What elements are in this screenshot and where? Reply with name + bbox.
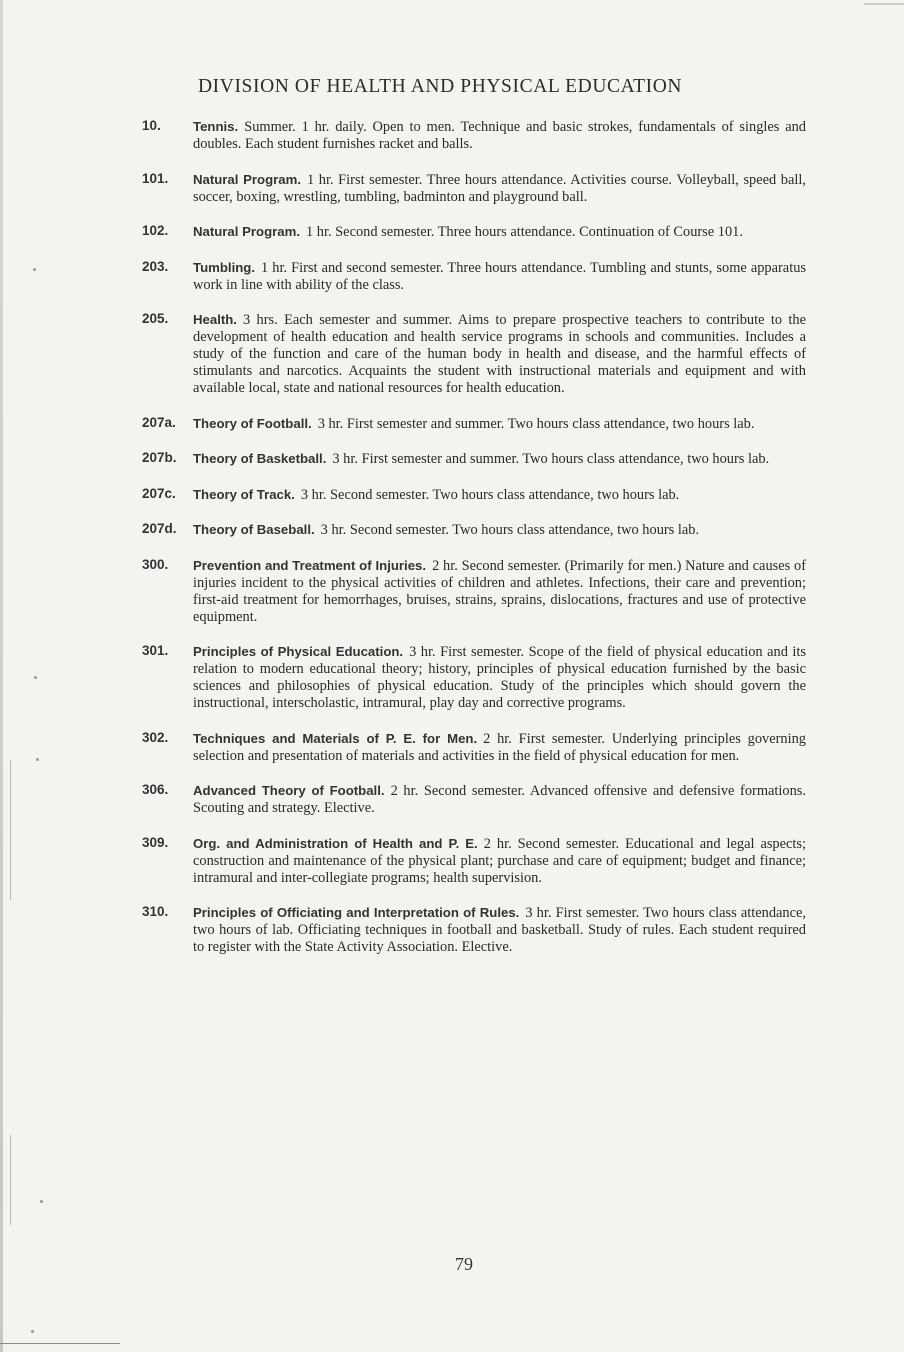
scan-speck — [40, 1200, 43, 1203]
course-entry — [142, 118, 806, 153]
course-title: Health. — [193, 312, 237, 327]
scan-speck — [36, 758, 39, 761]
page-header: DIVISION OF HEALTH AND PHYSICAL EDUCATION — [198, 76, 683, 97]
course-title: Theory of Basketball. — [193, 451, 327, 466]
course-description — [193, 259, 806, 294]
course-text: 1 hr. First semester. Three hours attendance. Activities course. Volleyball, speed ball, soccer, boxing, wrestling, tumbling, badminton and playground ball. — [193, 171, 806, 205]
course-number: 101. — [142, 170, 169, 186]
course-description — [193, 782, 806, 817]
course-description — [193, 557, 806, 626]
course-entry — [142, 557, 806, 626]
course-title: Org. and Administration of Health and P. E. — [193, 835, 478, 851]
scan-speck — [31, 1330, 34, 1333]
course-entry — [142, 486, 806, 504]
course-text: 3 hrs. Each semester and summer. Aims to prepare prospective teachers to contribute to the development of health education and health service programs in schools and communities. Includes a study of the function and care of the human body in health and disease, and the harmful effects of stimulants and narcotics. Acquaints the student with instructional materials and equipment and with available local, state and national resources for health education. — [193, 312, 806, 396]
course-entry — [142, 259, 806, 294]
page-number: 79 — [455, 1254, 473, 1274]
scan-speck — [34, 676, 37, 679]
course-number: 207c. — [142, 485, 176, 501]
course-description — [193, 415, 806, 433]
course-title: Prevention and Treatment of Injuries. — [193, 557, 427, 573]
course-description — [193, 311, 806, 397]
course-description — [193, 223, 806, 241]
course-number: 306. — [142, 782, 169, 797]
course-title: Principles of Officiating and Interpretation of Rules. — [193, 905, 520, 920]
course-description — [193, 521, 806, 539]
course-title: Natural Program. — [193, 224, 300, 239]
course-entry — [142, 415, 806, 433]
course-entry — [142, 835, 806, 887]
course-entry — [142, 311, 806, 397]
course-description — [193, 486, 806, 504]
course-text: 2 hr. Second semester. (Primarily for men.) Nature and causes of injuries incident to the physical activities of children and athletes. Infections, their care and prevention; first-aid treatment for hemorrhages, bruises, strains, sprains, dislocations, fractures and use of protective equipment. — [193, 557, 806, 625]
course-title: Principles of Physical Education. — [193, 644, 404, 659]
course-entry — [142, 521, 806, 539]
course-number: 302. — [142, 729, 169, 745]
course-text: 1 hr. Second semester. Three hours attendance. Continuation of Course 101. — [306, 224, 743, 240]
course-text: 3 hr. First semester. Scope of the field of physical education and its relation to modern educational theory; history, principles of physical education furnished by the basic sciences and philosophies of physical education. Study of the principles which should govern the instructional, interscholastic, intramural, play day and corrective programs. — [193, 644, 806, 711]
course-number: 300. — [142, 556, 169, 572]
course-text: 2 hr. Second semester. Advanced offensive and defensive formations. Scouting and strategy. Elective. — [193, 783, 807, 816]
course-number: 205. — [142, 311, 169, 326]
binding-line — [10, 1135, 11, 1225]
course-title: Theory of Football. — [193, 415, 312, 431]
course-title: Theory of Baseball. — [193, 522, 315, 537]
course-title: Tumbling. — [193, 259, 256, 275]
course-description — [193, 171, 806, 206]
course-number: 207a. — [142, 414, 176, 430]
course-entry — [142, 904, 806, 956]
course-entry — [142, 730, 806, 765]
course-text: 1 hr. First and second semester. Three hours attendance. Tumbling and stunts, some apparatus work in line with ability of the class. — [193, 259, 806, 293]
course-description — [193, 730, 806, 765]
scan-speck — [33, 268, 36, 271]
course-entry — [142, 223, 806, 241]
course-description — [193, 450, 806, 468]
course-title: Natural Program. — [193, 171, 301, 187]
page-edge — [0, 0, 3, 1352]
course-number: 309. — [142, 834, 169, 850]
course-entry — [142, 643, 806, 712]
course-text: 3 hr. Second semester. Two hours class attendance, two hours lab. — [320, 522, 700, 538]
course-number: 310. — [142, 904, 169, 919]
course-title: Advanced Theory of Football. — [193, 783, 385, 798]
course-number: 10. — [142, 118, 161, 133]
course-title: Tennis. — [193, 119, 239, 134]
course-number: 301. — [142, 643, 169, 658]
scan-mark — [864, 3, 904, 5]
course-entry — [142, 450, 806, 468]
course-list — [142, 118, 806, 974]
course-text: 3 hr. First semester and summer. Two hours class attendance, two hours lab. — [317, 415, 755, 432]
course-description — [193, 643, 806, 712]
page-bottom-rule — [0, 1343, 120, 1344]
course-text: 2 hr. First semester. Underlying principles governing selection and presentation of materials and activities in the field of physical education for men. — [193, 730, 806, 764]
course-number: 207d. — [142, 521, 177, 536]
course-text: 3 hr. First semester. Two hours class attendance, two hours of lab. Officiating techniques in football and basketball. Study of rules. Each student required to register with the State Activity Association. Elective. — [193, 905, 806, 955]
course-title: Techniques and Materials of P. E. for Men. — [193, 730, 478, 746]
course-title: Theory of Track. — [193, 486, 295, 502]
course-description — [193, 904, 806, 956]
course-entry — [142, 171, 806, 206]
binding-line — [10, 760, 11, 900]
course-entry — [142, 782, 806, 817]
course-text: Summer. 1 hr. daily. Open to men. Technique and basic strokes, fundamentals of singles and doubles. Each student furnishes racket and balls. — [193, 119, 806, 152]
course-text: 3 hr. First semester and summer. Two hours class attendance, two hours lab. — [332, 451, 770, 467]
course-description — [193, 118, 806, 153]
course-number: 207b. — [142, 450, 177, 465]
course-number: 102. — [142, 223, 169, 238]
course-description — [193, 835, 806, 887]
course-text: 3 hr. Second semester. Two hours class attendance, two hours lab. — [300, 486, 680, 503]
course-text: 2 hr. Second semester. Educational and legal aspects; construction and maintenance of the physical plant; purchase and care of equipment; budget and finance; intramural and inter-collegiate programs; health supervision. — [193, 835, 806, 886]
course-number: 203. — [142, 258, 169, 274]
